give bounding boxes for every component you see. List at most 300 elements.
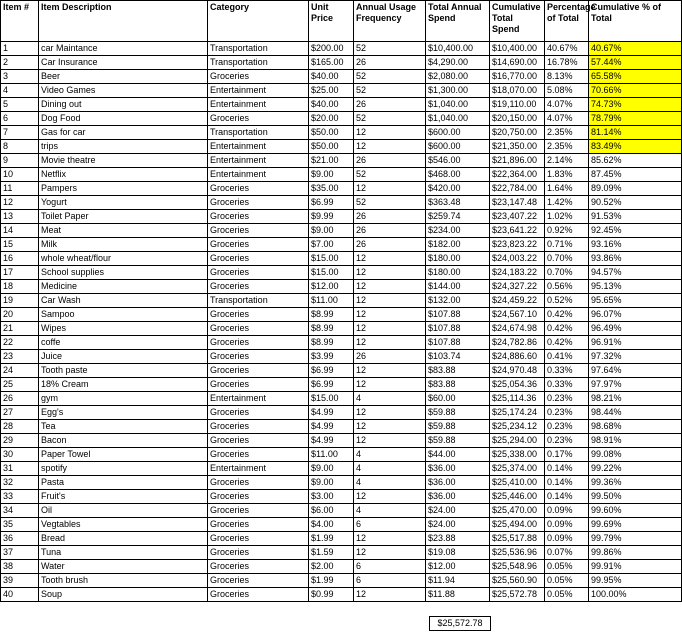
cell-annual-usage[interactable]: 26: [354, 56, 426, 70]
cell-percent-total[interactable]: 0.33%: [545, 364, 589, 378]
cell-unit-price[interactable]: $12.00: [309, 280, 354, 294]
cell-cumulative-spend[interactable]: $24,782.86: [490, 336, 545, 350]
cell-unit-price[interactable]: $50.00: [309, 140, 354, 154]
cell-total-spend[interactable]: $180.00: [426, 266, 490, 280]
cell-total-spend[interactable]: $180.00: [426, 252, 490, 266]
cell-unit-price[interactable]: $165.00: [309, 56, 354, 70]
cell-cumulative-pct[interactable]: 95.65%: [589, 294, 682, 308]
cell-description[interactable]: Medicine: [39, 280, 208, 294]
cell-category[interactable]: Groceries: [208, 336, 309, 350]
cell-category[interactable]: Entertainment: [208, 98, 309, 112]
cell-annual-usage[interactable]: 12: [354, 364, 426, 378]
cell-category[interactable]: Groceries: [208, 238, 309, 252]
cell-category[interactable]: Groceries: [208, 532, 309, 546]
cell-cumulative-pct[interactable]: 85.62%: [589, 154, 682, 168]
cell-cumulative-spend[interactable]: $25,410.00: [490, 476, 545, 490]
cell-description[interactable]: Soup: [39, 588, 208, 602]
cell-percent-total[interactable]: 0.70%: [545, 266, 589, 280]
cell-annual-usage[interactable]: 52: [354, 168, 426, 182]
cell-unit-price[interactable]: $4.00: [309, 518, 354, 532]
cell-total-spend[interactable]: $44.00: [426, 448, 490, 462]
header-cumulative-spend[interactable]: Cumulative Total Spend: [490, 1, 545, 42]
header-cumulative-pct[interactable]: Cumulative % of Total: [589, 1, 682, 42]
cell-category[interactable]: Groceries: [208, 70, 309, 84]
cell-percent-total[interactable]: 0.41%: [545, 350, 589, 364]
cell-item-number[interactable]: 19: [1, 294, 39, 308]
cell-description[interactable]: trips: [39, 140, 208, 154]
cell-total-spend[interactable]: $1,040.00: [426, 112, 490, 126]
cell-unit-price[interactable]: $1.99: [309, 532, 354, 546]
cell-unit-price[interactable]: $6.99: [309, 364, 354, 378]
header-unit-price[interactable]: Unit Price: [309, 1, 354, 42]
cell-cumulative-spend[interactable]: $18,070.00: [490, 84, 545, 98]
cell-percent-total[interactable]: 0.42%: [545, 322, 589, 336]
cell-category[interactable]: Groceries: [208, 210, 309, 224]
cell-unit-price[interactable]: $7.00: [309, 238, 354, 252]
cell-unit-price[interactable]: $9.00: [309, 476, 354, 490]
cell-description[interactable]: Bacon: [39, 434, 208, 448]
cell-category[interactable]: Groceries: [208, 588, 309, 602]
cell-unit-price[interactable]: $20.00: [309, 112, 354, 126]
cell-description[interactable]: Car Wash: [39, 294, 208, 308]
cell-cumulative-spend[interactable]: $25,494.00: [490, 518, 545, 532]
cell-unit-price[interactable]: $200.00: [309, 42, 354, 56]
cell-unit-price[interactable]: $8.99: [309, 336, 354, 350]
cell-percent-total[interactable]: 2.35%: [545, 126, 589, 140]
cell-cumulative-spend[interactable]: $25,517.88: [490, 532, 545, 546]
cell-annual-usage[interactable]: 12: [354, 252, 426, 266]
cell-category[interactable]: Groceries: [208, 434, 309, 448]
cell-category[interactable]: Groceries: [208, 476, 309, 490]
cell-category[interactable]: Groceries: [208, 420, 309, 434]
cell-total-spend[interactable]: $1,300.00: [426, 84, 490, 98]
cell-cumulative-spend[interactable]: $24,886.60: [490, 350, 545, 364]
cell-description[interactable]: Dining out: [39, 98, 208, 112]
cell-cumulative-pct[interactable]: 99.79%: [589, 532, 682, 546]
cell-percent-total[interactable]: 1.02%: [545, 210, 589, 224]
cell-item-number[interactable]: 3: [1, 70, 39, 84]
cell-cumulative-spend[interactable]: $16,770.00: [490, 70, 545, 84]
cell-item-number[interactable]: 17: [1, 266, 39, 280]
cell-category[interactable]: Entertainment: [208, 168, 309, 182]
cell-percent-total[interactable]: 0.14%: [545, 462, 589, 476]
cell-description[interactable]: Tooth paste: [39, 364, 208, 378]
cell-annual-usage[interactable]: 4: [354, 448, 426, 462]
cell-item-number[interactable]: 9: [1, 154, 39, 168]
cell-unit-price[interactable]: $9.00: [309, 168, 354, 182]
cell-annual-usage[interactable]: 12: [354, 588, 426, 602]
cell-unit-price[interactable]: $11.00: [309, 448, 354, 462]
cell-category[interactable]: Groceries: [208, 308, 309, 322]
cell-cumulative-pct[interactable]: 98.68%: [589, 420, 682, 434]
cell-unit-price[interactable]: $9.99: [309, 210, 354, 224]
cell-cumulative-pct[interactable]: 70.66%: [589, 84, 682, 98]
cell-total-spend[interactable]: $10,400.00: [426, 42, 490, 56]
cell-category[interactable]: Transportation: [208, 56, 309, 70]
cell-description[interactable]: Water: [39, 560, 208, 574]
cell-percent-total[interactable]: 8.13%: [545, 70, 589, 84]
cell-cumulative-spend[interactable]: $22,364.00: [490, 168, 545, 182]
cell-cumulative-pct[interactable]: 99.86%: [589, 546, 682, 560]
cell-description[interactable]: coffe: [39, 336, 208, 350]
cell-annual-usage[interactable]: 52: [354, 196, 426, 210]
cell-total-spend[interactable]: $1,040.00: [426, 98, 490, 112]
header-percent-total[interactable]: Percentage of Total: [545, 1, 589, 42]
cell-percent-total[interactable]: 4.07%: [545, 112, 589, 126]
cell-total-spend[interactable]: $23.88: [426, 532, 490, 546]
cell-cumulative-spend[interactable]: $25,174.24: [490, 406, 545, 420]
cell-annual-usage[interactable]: 12: [354, 280, 426, 294]
cell-description[interactable]: Netflix: [39, 168, 208, 182]
cell-description[interactable]: Tuna: [39, 546, 208, 560]
header-total-spend[interactable]: Total Annual Spend: [426, 1, 490, 42]
cell-percent-total[interactable]: 2.14%: [545, 154, 589, 168]
cell-description[interactable]: car Maintance: [39, 42, 208, 56]
header-description[interactable]: Item Description: [39, 1, 208, 42]
cell-cumulative-pct[interactable]: 99.22%: [589, 462, 682, 476]
cell-category[interactable]: Groceries: [208, 266, 309, 280]
cell-description[interactable]: 18% Cream: [39, 378, 208, 392]
cell-item-number[interactable]: 32: [1, 476, 39, 490]
cell-percent-total[interactable]: 4.07%: [545, 98, 589, 112]
cell-total-spend[interactable]: $4,290.00: [426, 56, 490, 70]
cell-cumulative-spend[interactable]: $25,114.36: [490, 392, 545, 406]
cell-cumulative-spend[interactable]: $24,183.22: [490, 266, 545, 280]
cell-cumulative-pct[interactable]: 96.49%: [589, 322, 682, 336]
cell-unit-price[interactable]: $4.99: [309, 434, 354, 448]
cell-item-number[interactable]: 33: [1, 490, 39, 504]
cell-annual-usage[interactable]: 26: [354, 154, 426, 168]
cell-unit-price[interactable]: $4.99: [309, 420, 354, 434]
cell-total-spend[interactable]: $182.00: [426, 238, 490, 252]
cell-unit-price[interactable]: $40.00: [309, 70, 354, 84]
cell-item-number[interactable]: 2: [1, 56, 39, 70]
cell-percent-total[interactable]: 0.56%: [545, 280, 589, 294]
cell-unit-price[interactable]: $8.99: [309, 322, 354, 336]
cell-total-spend[interactable]: $103.74: [426, 350, 490, 364]
cell-description[interactable]: Toilet Paper: [39, 210, 208, 224]
cell-annual-usage[interactable]: 52: [354, 42, 426, 56]
cell-description[interactable]: Video Games: [39, 84, 208, 98]
cell-annual-usage[interactable]: 12: [354, 182, 426, 196]
cell-item-number[interactable]: 37: [1, 546, 39, 560]
cell-category[interactable]: Groceries: [208, 364, 309, 378]
cell-percent-total[interactable]: 0.92%: [545, 224, 589, 238]
cell-description[interactable]: spotify: [39, 462, 208, 476]
cell-total-spend[interactable]: $59.88: [426, 434, 490, 448]
cell-description[interactable]: Tea: [39, 420, 208, 434]
grand-total-cell[interactable]: $25,572.78: [429, 616, 491, 631]
cell-cumulative-spend[interactable]: $25,536.96: [490, 546, 545, 560]
cell-item-number[interactable]: 23: [1, 350, 39, 364]
cell-category[interactable]: Groceries: [208, 448, 309, 462]
cell-cumulative-spend[interactable]: $22,784.00: [490, 182, 545, 196]
cell-total-spend[interactable]: $11.88: [426, 588, 490, 602]
cell-annual-usage[interactable]: 12: [354, 294, 426, 308]
cell-unit-price[interactable]: $25.00: [309, 84, 354, 98]
cell-unit-price[interactable]: $15.00: [309, 266, 354, 280]
cell-item-number[interactable]: 34: [1, 504, 39, 518]
cell-description[interactable]: Dog Food: [39, 112, 208, 126]
cell-category[interactable]: Groceries: [208, 490, 309, 504]
cell-cumulative-pct[interactable]: 40.67%: [589, 42, 682, 56]
cell-category[interactable]: Transportation: [208, 42, 309, 56]
cell-description[interactable]: Paper Towel: [39, 448, 208, 462]
cell-description[interactable]: Pasta: [39, 476, 208, 490]
cell-item-number[interactable]: 39: [1, 574, 39, 588]
cell-annual-usage[interactable]: 26: [354, 224, 426, 238]
cell-cumulative-pct[interactable]: 99.91%: [589, 560, 682, 574]
cell-cumulative-spend[interactable]: $24,327.22: [490, 280, 545, 294]
cell-total-spend[interactable]: $144.00: [426, 280, 490, 294]
cell-item-number[interactable]: 16: [1, 252, 39, 266]
cell-annual-usage[interactable]: 4: [354, 504, 426, 518]
cell-cumulative-spend[interactable]: $25,470.00: [490, 504, 545, 518]
cell-annual-usage[interactable]: 26: [354, 98, 426, 112]
cell-annual-usage[interactable]: 12: [354, 266, 426, 280]
cell-description[interactable]: gym: [39, 392, 208, 406]
cell-cumulative-pct[interactable]: 97.97%: [589, 378, 682, 392]
cell-cumulative-spend[interactable]: $19,110.00: [490, 98, 545, 112]
cell-item-number[interactable]: 4: [1, 84, 39, 98]
cell-unit-price[interactable]: $9.00: [309, 224, 354, 238]
cell-annual-usage[interactable]: 52: [354, 112, 426, 126]
cell-annual-usage[interactable]: 26: [354, 210, 426, 224]
cell-total-spend[interactable]: $600.00: [426, 140, 490, 154]
cell-annual-usage[interactable]: 12: [354, 308, 426, 322]
cell-annual-usage[interactable]: 12: [354, 420, 426, 434]
cell-annual-usage[interactable]: 6: [354, 574, 426, 588]
cell-total-spend[interactable]: $19.08: [426, 546, 490, 560]
cell-cumulative-pct[interactable]: 97.64%: [589, 364, 682, 378]
cell-description[interactable]: Sampoo: [39, 308, 208, 322]
cell-item-number[interactable]: 36: [1, 532, 39, 546]
cell-annual-usage[interactable]: 4: [354, 476, 426, 490]
cell-annual-usage[interactable]: 12: [354, 336, 426, 350]
cell-percent-total[interactable]: 0.07%: [545, 546, 589, 560]
cell-cumulative-pct[interactable]: 99.69%: [589, 518, 682, 532]
cell-total-spend[interactable]: $107.88: [426, 322, 490, 336]
cell-cumulative-pct[interactable]: 93.16%: [589, 238, 682, 252]
cell-total-spend[interactable]: $107.88: [426, 308, 490, 322]
cell-category[interactable]: Groceries: [208, 182, 309, 196]
cell-total-spend[interactable]: $2,080.00: [426, 70, 490, 84]
cell-description[interactable]: Gas for car: [39, 126, 208, 140]
cell-annual-usage[interactable]: 26: [354, 238, 426, 252]
cell-cumulative-pct[interactable]: 74.73%: [589, 98, 682, 112]
cell-annual-usage[interactable]: 4: [354, 462, 426, 476]
cell-item-number[interactable]: 6: [1, 112, 39, 126]
cell-unit-price[interactable]: $6.99: [309, 196, 354, 210]
cell-cumulative-pct[interactable]: 81.14%: [589, 126, 682, 140]
cell-description[interactable]: School supplies: [39, 266, 208, 280]
cell-cumulative-pct[interactable]: 95.13%: [589, 280, 682, 294]
cell-cumulative-pct[interactable]: 98.21%: [589, 392, 682, 406]
cell-cumulative-spend[interactable]: $14,690.00: [490, 56, 545, 70]
cell-description[interactable]: Beer: [39, 70, 208, 84]
cell-description[interactable]: Meat: [39, 224, 208, 238]
cell-total-spend[interactable]: $36.00: [426, 490, 490, 504]
cell-description[interactable]: whole wheat/flour: [39, 252, 208, 266]
cell-total-spend[interactable]: $12.00: [426, 560, 490, 574]
cell-item-number[interactable]: 1: [1, 42, 39, 56]
cell-cumulative-spend[interactable]: $25,572.78: [490, 588, 545, 602]
cell-cumulative-spend[interactable]: $25,294.00: [490, 434, 545, 448]
cell-total-spend[interactable]: $234.00: [426, 224, 490, 238]
cell-total-spend[interactable]: $59.88: [426, 406, 490, 420]
cell-description[interactable]: Fruit's: [39, 490, 208, 504]
cell-percent-total[interactable]: 0.05%: [545, 574, 589, 588]
cell-total-spend[interactable]: $259.74: [426, 210, 490, 224]
cell-unit-price[interactable]: $15.00: [309, 392, 354, 406]
cell-category[interactable]: Entertainment: [208, 84, 309, 98]
cell-item-number[interactable]: 5: [1, 98, 39, 112]
cell-category[interactable]: Entertainment: [208, 154, 309, 168]
cell-annual-usage[interactable]: 26: [354, 350, 426, 364]
cell-item-number[interactable]: 10: [1, 168, 39, 182]
cell-item-number[interactable]: 20: [1, 308, 39, 322]
cell-cumulative-pct[interactable]: 90.52%: [589, 196, 682, 210]
cell-cumulative-spend[interactable]: $20,150.00: [490, 112, 545, 126]
cell-cumulative-pct[interactable]: 91.53%: [589, 210, 682, 224]
cell-cumulative-spend[interactable]: $23,641.22: [490, 224, 545, 238]
cell-annual-usage[interactable]: 12: [354, 490, 426, 504]
cell-total-spend[interactable]: $24.00: [426, 504, 490, 518]
cell-total-spend[interactable]: $60.00: [426, 392, 490, 406]
cell-item-number[interactable]: 12: [1, 196, 39, 210]
header-annual-usage[interactable]: Annual Usage Frequency: [354, 1, 426, 42]
cell-description[interactable]: Movie theatre: [39, 154, 208, 168]
cell-unit-price[interactable]: $2.00: [309, 560, 354, 574]
cell-category[interactable]: Entertainment: [208, 392, 309, 406]
cell-description[interactable]: Pampers: [39, 182, 208, 196]
cell-item-number[interactable]: 29: [1, 434, 39, 448]
cell-annual-usage[interactable]: 12: [354, 322, 426, 336]
cell-cumulative-spend[interactable]: $25,560.90: [490, 574, 545, 588]
cell-cumulative-pct[interactable]: 92.45%: [589, 224, 682, 238]
cell-description[interactable]: Car Insurance: [39, 56, 208, 70]
cell-total-spend[interactable]: $11.94: [426, 574, 490, 588]
cell-cumulative-pct[interactable]: 94.57%: [589, 266, 682, 280]
cell-cumulative-spend[interactable]: $10,400.00: [490, 42, 545, 56]
cell-category[interactable]: Entertainment: [208, 462, 309, 476]
cell-cumulative-spend[interactable]: $23,823.22: [490, 238, 545, 252]
cell-description[interactable]: Oil: [39, 504, 208, 518]
cell-percent-total[interactable]: 0.52%: [545, 294, 589, 308]
cell-total-spend[interactable]: $468.00: [426, 168, 490, 182]
cell-annual-usage[interactable]: 6: [354, 518, 426, 532]
cell-cumulative-pct[interactable]: 89.09%: [589, 182, 682, 196]
cell-unit-price[interactable]: $3.99: [309, 350, 354, 364]
cell-category[interactable]: Groceries: [208, 574, 309, 588]
cell-cumulative-spend[interactable]: $25,234.12: [490, 420, 545, 434]
header-category[interactable]: Category: [208, 1, 309, 42]
cell-total-spend[interactable]: $107.88: [426, 336, 490, 350]
cell-cumulative-spend[interactable]: $25,338.00: [490, 448, 545, 462]
cell-percent-total[interactable]: 0.09%: [545, 518, 589, 532]
cell-category[interactable]: Groceries: [208, 560, 309, 574]
cell-unit-price[interactable]: $9.00: [309, 462, 354, 476]
cell-percent-total[interactable]: 0.09%: [545, 532, 589, 546]
cell-percent-total[interactable]: 0.42%: [545, 308, 589, 322]
cell-cumulative-pct[interactable]: 98.44%: [589, 406, 682, 420]
cell-annual-usage[interactable]: 12: [354, 406, 426, 420]
cell-category[interactable]: Transportation: [208, 294, 309, 308]
cell-annual-usage[interactable]: 12: [354, 126, 426, 140]
cell-cumulative-spend[interactable]: $24,003.22: [490, 252, 545, 266]
cell-unit-price[interactable]: $35.00: [309, 182, 354, 196]
cell-category[interactable]: Groceries: [208, 406, 309, 420]
cell-category[interactable]: Groceries: [208, 378, 309, 392]
cell-percent-total[interactable]: 0.42%: [545, 336, 589, 350]
cell-item-number[interactable]: 15: [1, 238, 39, 252]
cell-total-spend[interactable]: $36.00: [426, 462, 490, 476]
cell-category[interactable]: Groceries: [208, 546, 309, 560]
cell-annual-usage[interactable]: 12: [354, 546, 426, 560]
cell-description[interactable]: Yogurt: [39, 196, 208, 210]
cell-cumulative-spend[interactable]: $24,674.98: [490, 322, 545, 336]
cell-description[interactable]: Egg's: [39, 406, 208, 420]
cell-cumulative-pct[interactable]: 99.50%: [589, 490, 682, 504]
cell-item-number[interactable]: 31: [1, 462, 39, 476]
cell-unit-price[interactable]: $6.99: [309, 378, 354, 392]
cell-category[interactable]: Groceries: [208, 252, 309, 266]
cell-cumulative-spend[interactable]: $24,970.48: [490, 364, 545, 378]
cell-annual-usage[interactable]: 52: [354, 84, 426, 98]
cell-cumulative-pct[interactable]: 93.86%: [589, 252, 682, 266]
cell-total-spend[interactable]: $420.00: [426, 182, 490, 196]
cell-percent-total[interactable]: 0.70%: [545, 252, 589, 266]
cell-percent-total[interactable]: 0.17%: [545, 448, 589, 462]
cell-annual-usage[interactable]: 52: [354, 70, 426, 84]
cell-unit-price[interactable]: $50.00: [309, 126, 354, 140]
cell-annual-usage[interactable]: 12: [354, 532, 426, 546]
cell-cumulative-pct[interactable]: 87.45%: [589, 168, 682, 182]
cell-total-spend[interactable]: $24.00: [426, 518, 490, 532]
cell-cumulative-pct[interactable]: 65.58%: [589, 70, 682, 84]
cell-cumulative-spend[interactable]: $25,054.36: [490, 378, 545, 392]
cell-item-number[interactable]: 13: [1, 210, 39, 224]
cell-category[interactable]: Groceries: [208, 322, 309, 336]
cell-total-spend[interactable]: $59.88: [426, 420, 490, 434]
cell-total-spend[interactable]: $83.88: [426, 378, 490, 392]
cell-percent-total[interactable]: 0.05%: [545, 560, 589, 574]
cell-cumulative-pct[interactable]: 97.32%: [589, 350, 682, 364]
cell-percent-total[interactable]: 0.23%: [545, 434, 589, 448]
cell-percent-total[interactable]: 0.23%: [545, 420, 589, 434]
cell-percent-total[interactable]: 16.78%: [545, 56, 589, 70]
cell-annual-usage[interactable]: 6: [354, 560, 426, 574]
cell-item-number[interactable]: 27: [1, 406, 39, 420]
cell-percent-total[interactable]: 5.08%: [545, 84, 589, 98]
cell-item-number[interactable]: 8: [1, 140, 39, 154]
cell-item-number[interactable]: 30: [1, 448, 39, 462]
cell-percent-total[interactable]: 0.14%: [545, 476, 589, 490]
cell-cumulative-spend[interactable]: $23,407.22: [490, 210, 545, 224]
cell-percent-total[interactable]: 0.33%: [545, 378, 589, 392]
cell-cumulative-spend[interactable]: $25,446.00: [490, 490, 545, 504]
cell-unit-price[interactable]: $1.99: [309, 574, 354, 588]
cell-cumulative-pct[interactable]: 78.79%: [589, 112, 682, 126]
cell-percent-total[interactable]: 40.67%: [545, 42, 589, 56]
cell-item-number[interactable]: 11: [1, 182, 39, 196]
cell-cumulative-pct[interactable]: 57.44%: [589, 56, 682, 70]
cell-percent-total[interactable]: 1.83%: [545, 168, 589, 182]
cell-description[interactable]: Tooth brush: [39, 574, 208, 588]
cell-percent-total[interactable]: 0.23%: [545, 406, 589, 420]
cell-unit-price[interactable]: $15.00: [309, 252, 354, 266]
cell-description[interactable]: Wipes: [39, 322, 208, 336]
